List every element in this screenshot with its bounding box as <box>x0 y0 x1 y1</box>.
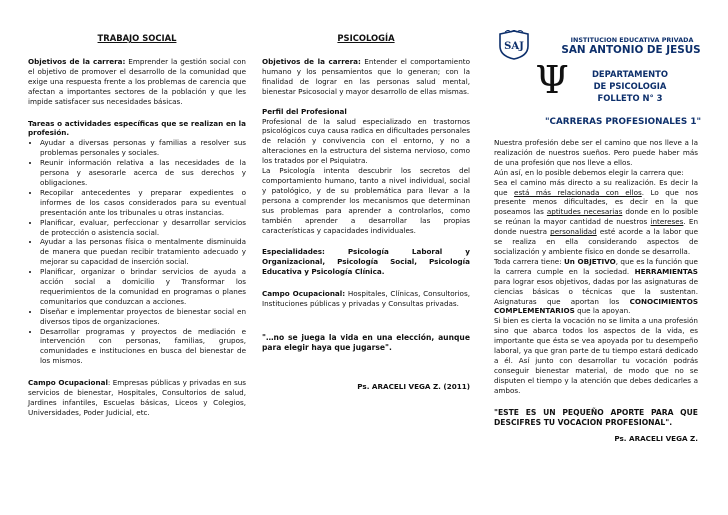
closing-message: "ESTE ES UN PEQUEÑO APORTE PARA QUE DESCIFRES TU VOCACION PROFESIONAL". <box>494 407 698 427</box>
heading-trabajo-social: TRABAJO SOCIAL <box>97 33 177 43</box>
tarea-item: • Planificar, evaluar, perfeccionar y desarrollar servicios de protección o asistencia social. <box>40 218 246 238</box>
tarea-item: • Planificar, organizar o brindar servicios de ayuda a acción social a domicilio y Transformar los requerimientos de la comunidad en programas o planes comunitarios que conduzcan a acciones. <box>40 267 246 307</box>
tarea-item: • Desarrollar programas y proyectos de mediación e intervención con personas, familias, grupos, comunidades e instituciones en busca del bienestar de los mismos. <box>40 327 246 367</box>
choose-paragraph: Aún así, en lo posible debemos elegir la carrera que: <box>494 167 684 177</box>
tarea-item: • Ayudar a diversas personas y familias a resolver sus problemas personales y sociales. <box>40 138 246 158</box>
especialidades: Especialidades: Psicología Laboral y Organizacional, Psicología Social, Psicología Educativa y Psicología Clínica. <box>262 247 470 277</box>
campo-trabajo-social <box>28 378 246 418</box>
perfil-text-2: La Psicología intenta descubrir los secretos del comportamiento humano, tanto a nivel individual, social y patológico, y de su problemática para llevar a la persona a comprender los mecanismos que determinan sus problemas para aprender a controlarlos, como también aprender a desarrollar las propias características y capacidades individuales. <box>262 166 470 235</box>
brochure-title: "CARRERAS PROFESIONALES 1" <box>544 117 702 127</box>
campo-label: Campo Ocupacional <box>28 378 108 388</box>
dept-line-2: DE PSICOLOGIA <box>593 81 667 91</box>
school-logo-icon <box>494 30 534 60</box>
vocation-paragraph: Si bien es cierta la vocación no se limita a una profesión sino que abarca todos los aspectos de la vida, es importante que ésta se vea apoyada por tu desempeño laboral, ya que gran parte de tu tiempo estará dedicado a él. Así junto con desarrollar tu vocación podrás conseguir bienestar material, de modo que no se disputen el tiempo y la atención que debes dedicarles a ambos. <box>494 316 698 395</box>
career-parts-paragraph: Toda carrera tiene: Un OBJETIVO, que es la función que la carrera cumple en la sociedad. HERRAMIENTAS para lograr esos objetivos, dadas por las asignaturas de ciencias básicas o técnicas que la sustentan. Asignaturas que aportan los CONOCIMIENTOS COMPLEMENTARIOS que la apoyan. <box>494 256 698 316</box>
tarea-item: • Recopilar antecedentes y preparar expedientes o informes de los casos considerados para su eventual presentación ante los tribunales u otras instancias. <box>40 188 246 218</box>
svg-text:SAJ: SAJ <box>504 41 524 52</box>
perfil-text: Profesional de la salud especializado en trastornos psicológicos cuya causa radica en dificultades personales de relación y convivencia con el entorno, y no a alteraciones en la estructura del sistema nervioso, como los tratados por el Psiquiatra. <box>262 116 470 166</box>
column-trabajo-social <box>28 0 246 418</box>
quote: "…no se juega la vida en una elección, aunque para elegir haya que jugarse". <box>262 332 470 353</box>
tareas-list <box>28 138 246 366</box>
tareas-label: Tareas o actividades específicas que se realizan en la profesión. <box>28 118 246 138</box>
perfil-label: Perfil del Profesional <box>262 106 347 116</box>
department-info <box>568 68 692 104</box>
dept-line-3: FOLLETO N° 3 <box>597 93 663 103</box>
heading-psicologia: PSICOLOGÍA <box>337 33 395 43</box>
objetivos-text: Emprender la gestión social con el objetivo de promover el desarrollo de la comunidad que exige una respuesta frente a los problemas de carencia que afectan a importantes sectores de la población y que les impide satisfacer sus necesidades básicas. <box>28 57 246 106</box>
psi-symbol: Ψ <box>535 58 569 102</box>
objetivos-trabajo-social <box>28 57 246 107</box>
intro-paragraph: Nuestra profesión debe ser el camino que nos lleve a la realización de nuestros sueños. Pero puede haber más de una profesión que nos lleve a ellos. <box>494 138 698 167</box>
campo-psicologia: Campo Ocupacional: Hospitales, Clínicas, Consultorios, Instituciones públicas y privadas y Consultas privadas. <box>262 289 470 309</box>
dept-line-1: DEPARTAMENTO <box>591 69 669 79</box>
column-psicologia <box>262 0 470 392</box>
tarea-item: • Ayudar a las personas física o mentalmente disminuida de manera que puedan recibir tratamiento adecuado y mejorar su capacidad de inserción social. <box>40 237 246 267</box>
tarea-item: • Reunir información relativa a las necesidades de la persona y asesorarle acerca de sus derechos y obligaciones. <box>40 158 246 188</box>
school-name: SAN ANTONIO DE JESUS <box>561 44 701 56</box>
campo-text: : Empresas públicas y privadas en sus servicios de bienestar, Hospitales, Consultorios de salud, Jardines infantiles, Escuelas básicas, Liceos y Colegios, Universidades, Poder Judicial, etc. <box>28 378 246 417</box>
objetivos-psicologia: Objetivos de la carrera: Entender el comportamiento humano y los pensamientos que lo generan; con la finalidad de lograr en las personas salud mental, bienestar Psicosocial y mayor desarrollo de ellas mismas. <box>262 57 470 96</box>
tarea-item: • Diseñar e implementar proyectos de bienestar social en diversos tipos de organizaciones. <box>40 307 246 327</box>
objetivos-label: Objetivos de la carrera: <box>28 57 126 66</box>
signature-carreras: Ps. ARACELI VEGA Z. <box>614 434 698 444</box>
criteria-paragraph: Sea el camino más directo a su realización. Es decir la que está más relacionada con ellos. Lo que nos presente menos dificultades, es decir en la que poseamos las aptitudes necesarias donde en lo posible se reúnan la mayor cantidad de nuestros intereses. En donde nuestra personalidad esté acorde a la labor que se realiza en ella considerando aspectos de socialización y ambiente físico en donde se desarrolla. <box>494 177 699 256</box>
institution-name: INSTITUCION EDUCATIVA PRIVADA <box>570 36 694 44</box>
signature-psicologia: Ps. ARACELI VEGA Z. (2011) <box>357 381 470 391</box>
